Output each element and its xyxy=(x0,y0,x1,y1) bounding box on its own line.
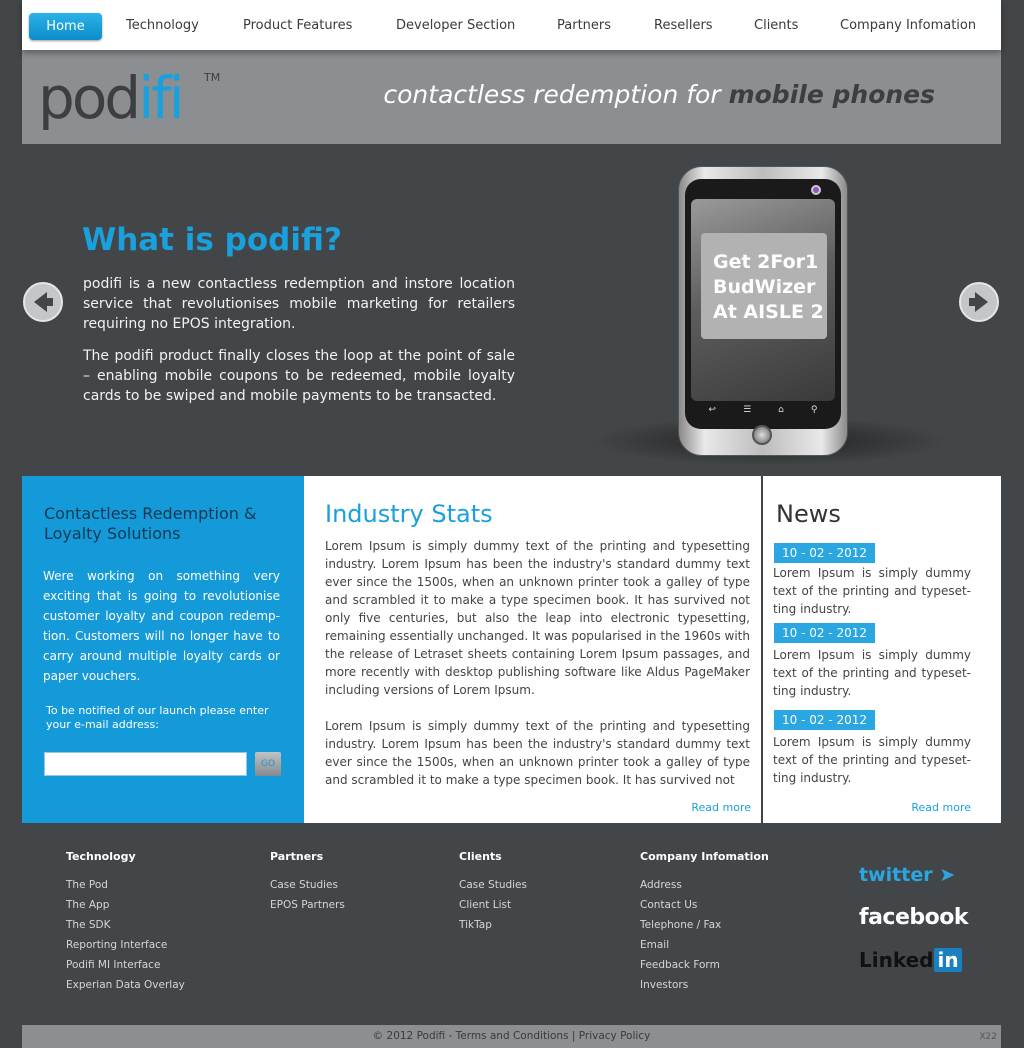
footer-link[interactable]: Telephone / Fax xyxy=(640,919,722,931)
news-date-1: 10 - 02 - 2012 xyxy=(774,543,875,563)
contactless-title: Contactless Redemption & Loyalty Solutions xyxy=(44,504,257,543)
screen-line-1: Get 2For1 xyxy=(713,251,819,273)
go-button[interactable]: GO xyxy=(255,752,281,776)
footer-link[interactable]: Experian Data Overlay xyxy=(66,979,185,991)
nav-company-information[interactable]: Company Infomation xyxy=(840,18,977,33)
news-title: News xyxy=(776,500,841,528)
search-icon: ⚲ xyxy=(810,405,818,415)
corner-tag: X22 xyxy=(979,1032,997,1042)
industry-stats-title: Industry Stats xyxy=(325,500,493,528)
linkedin-in: in xyxy=(934,948,961,972)
twitter-icon[interactable] xyxy=(859,864,955,886)
logo-trademark: TM xyxy=(204,71,221,84)
footer-link[interactable]: Contact Us xyxy=(640,899,698,911)
industry-read-more-link[interactable]: Read more xyxy=(691,801,751,814)
news-text-3: Lorem Ipsum is simply dummy text of the printing and typeset-ting industry. xyxy=(773,735,971,785)
news-text-1: Lorem Ipsum is simply dummy text of the printing and typeset-ting industry. xyxy=(773,566,971,616)
screen-line-3: At AISLE 2 xyxy=(713,301,824,323)
footer-link[interactable]: Investors xyxy=(640,979,689,991)
top-nav xyxy=(22,0,1001,50)
hero-slider xyxy=(0,144,1024,476)
footer-col-clients xyxy=(459,850,527,935)
footer-link[interactable]: Podifi MI Interface xyxy=(66,959,161,971)
news-panel xyxy=(763,476,1001,823)
twitter-text: twitter xyxy=(859,864,933,886)
news-text-2: Lorem Ipsum is simply dummy text of the printing and typeset-ting industry. xyxy=(773,648,971,698)
logo-text-pod: pod xyxy=(38,64,139,132)
slider-next-arrow-icon[interactable] xyxy=(959,282,999,322)
phone-camera-icon xyxy=(811,185,821,195)
tagline-bold: mobile phones xyxy=(728,80,935,109)
footer-link[interactable]: The SDK xyxy=(66,919,111,931)
industry-paragraph-1: Lorem Ipsum is simply dummy text of the printing and typesetting industry. Lorem Ipsum has been the industry's standard dummy text ever since the 1500s, when an unknown printer took a galley of type and scrambled it to make a type specimen book. It has survived not only five centuries, but also the leap into electronic typesetting, remaining essentially unchanged. It was popularised in the 1960s with the release of Letraset sheets containing Lorem Ipsum passages, and more recently with desktop publishing software like Aldus PageMaker including versions of Lorem Ipsum. xyxy=(325,539,750,697)
nav-product-features[interactable]: Product Features xyxy=(243,18,353,33)
footer-link[interactable]: Email xyxy=(640,939,670,951)
footer-link[interactable]: Case Studies xyxy=(270,879,338,891)
hero-title: What is podifi? xyxy=(82,222,342,258)
linkedin-text: Linked xyxy=(859,948,934,972)
nav-partners[interactable]: Partners xyxy=(557,18,612,33)
hero-paragraph-2: The podifi product finally closes the loop at the point of sale – enabling mobile coupons to be redeemed, mobile loyalty cards to be swiped and mobile payments to be transacted. xyxy=(83,348,515,404)
signup-note: To be notified of our launch please enter your e-mail address: xyxy=(46,704,269,731)
footer-heading: Partners xyxy=(270,850,324,863)
footer-link[interactable]: Address xyxy=(640,879,682,891)
phone-soft-buttons xyxy=(695,405,831,415)
footer-heading: Clients xyxy=(459,850,502,863)
nav-developer-section[interactable]: Developer Section xyxy=(396,18,516,33)
slider-prev-arrow-icon[interactable] xyxy=(23,282,63,322)
tagline-light: contactless redemption for xyxy=(383,80,721,109)
phone-home-button xyxy=(752,425,772,445)
footer-link[interactable]: Case Studies xyxy=(459,879,527,891)
footer-link[interactable]: The Pod xyxy=(66,879,108,891)
footer-heading: Company Infomation xyxy=(640,850,769,863)
nav-resellers[interactable]: Resellers xyxy=(654,18,713,33)
linkedin-icon[interactable] xyxy=(859,948,962,972)
nav-technology[interactable]: Technology xyxy=(126,18,199,33)
header-banner xyxy=(22,50,1001,144)
phone-screen-message xyxy=(701,233,827,339)
news-read-more-link[interactable]: Read more xyxy=(911,801,971,814)
facebook-icon[interactable]: facebook xyxy=(859,905,968,930)
podifi-logo[interactable] xyxy=(38,58,221,138)
footer-link[interactable]: EPOS Partners xyxy=(270,899,345,911)
tagline xyxy=(383,80,935,109)
nav-home[interactable]: Home xyxy=(29,13,102,40)
copyright-text[interactable]: © 2012 Podifi - Terms and Conditions | Privacy Policy xyxy=(372,1030,651,1042)
hero-paragraph-1: podifi is a new contactless redemption and instore location service that revolutionises mobile marketing for retailers requiring no EPOS integration. xyxy=(83,276,515,332)
contactless-text: Were working on something very exciting that is going to revolutionise customer loyalty and coupon redemp-tion. Customers will no longer have to carry around multiple loyalty cards or paper vouchers. xyxy=(43,569,280,683)
footer-bar xyxy=(22,1025,1001,1048)
footer-link[interactable]: Feedback Form xyxy=(640,959,720,971)
news-date-2: 10 - 02 - 2012 xyxy=(774,623,875,643)
footer-link[interactable]: The App xyxy=(66,899,110,911)
twitter-bird-icon: ➤ xyxy=(932,864,956,886)
footer-col-partners xyxy=(270,850,345,915)
footer-col-company xyxy=(640,850,769,995)
phone-face xyxy=(685,179,841,429)
nav-clients[interactable]: Clients xyxy=(754,18,799,33)
footer-link[interactable]: Reporting Interface xyxy=(66,939,168,951)
footer-link[interactable]: TikTap xyxy=(459,919,492,931)
footer-col-technology xyxy=(66,850,185,995)
contactless-panel xyxy=(22,476,304,823)
back-icon: ↩ xyxy=(708,405,717,415)
email-input[interactable] xyxy=(44,752,247,776)
footer-heading: Technology xyxy=(66,850,136,863)
industry-stats-panel xyxy=(304,476,761,823)
logo-text-ifi: ifi xyxy=(138,64,182,132)
phone-illustration xyxy=(678,166,848,456)
news-date-3: 10 - 02 - 2012 xyxy=(774,710,875,730)
home-icon: ⌂ xyxy=(778,405,784,415)
footer-link[interactable]: Client List xyxy=(459,899,512,911)
menu-icon: ☰ xyxy=(743,405,752,415)
screen-line-2: BudWizer xyxy=(713,276,816,298)
industry-paragraph-2: Lorem Ipsum is simply dummy text of the printing and typesetting industry. Lorem Ipsum has been the industry's standard dummy text ever since the 1500s, when an unknown printer took a galley of type and scrambled it to make a type specimen book. It has survived not xyxy=(325,719,750,787)
